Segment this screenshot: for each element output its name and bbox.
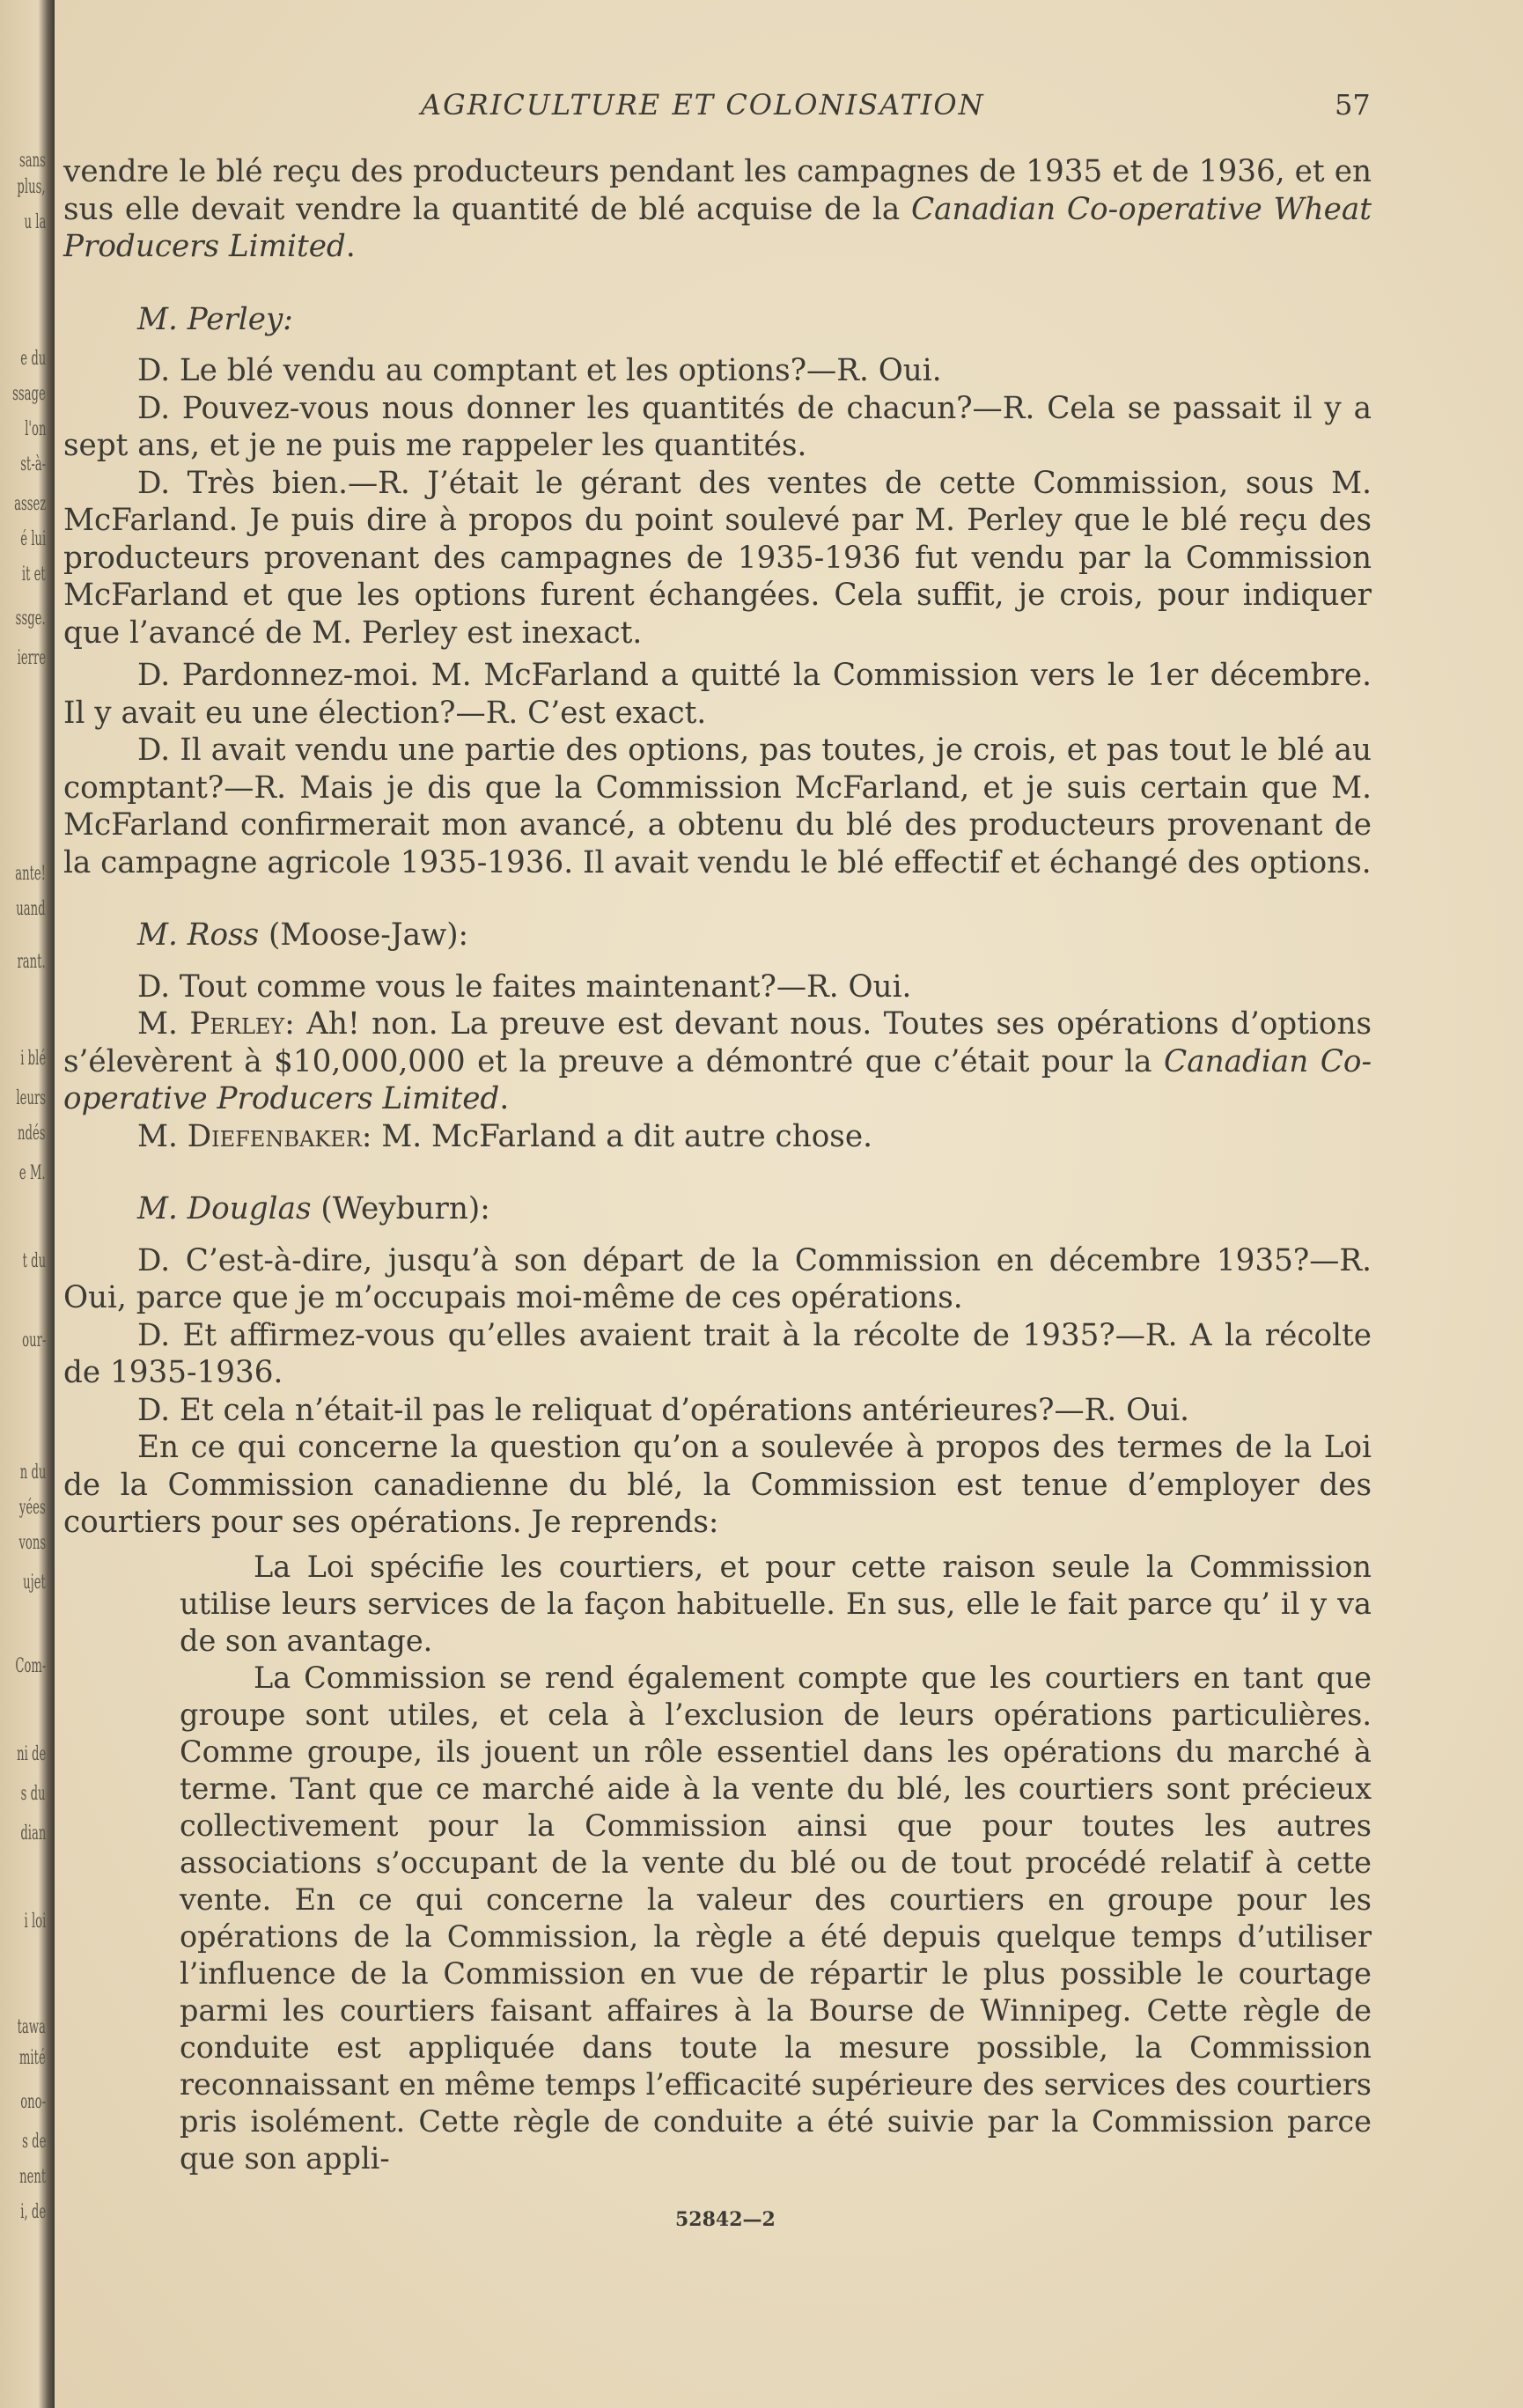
gutter-fragment: l'on: [24, 418, 46, 440]
gutter-fragment: tawa: [17, 2016, 46, 2038]
gutter-fragment: rant.: [17, 951, 46, 973]
gutter-fragment: nent: [18, 2166, 46, 2188]
gutter-fragment: Com-: [14, 1655, 46, 1677]
gutter-fragment: it et: [22, 563, 46, 585]
gutter-fragment: t du: [22, 1250, 46, 1272]
paragraph: D. Pardonnez-moi. M. McFarland a quitté la Commission vers le 1er décembre. Il y avait eu une élection?—R. C’est exact.: [63, 658, 1372, 731]
paragraph: D. Et cela n’était-il pas le reliquat d’opérations antérieures?—R. Oui.: [137, 1392, 1190, 1428]
paragraph: D. Le blé vendu au comptant et les options?—R. Oui.: [137, 353, 942, 388]
paragraph: D. Et affirmez-vous qu’elles avaient trait à la récolte de 1935?—R. A la récolte de 1935-1936.: [63, 1317, 1372, 1390]
body-text: [63, 153, 1372, 2177]
paragraph: D. Très bien.—R. J’était le gérant des ventes de cette Commission, sous M. McFarland. Je puis dire à propos du point soulevé par M. Perley que le blé reçu des producteurs provenant des campagnes de 1935-1936 fut vendu par la Commission McFarland et que les options furent échangées. Cela suffit, je crois, pour indiquer que l’avancé de M. Perley est inexact.: [63, 465, 1372, 651]
gutter-fragment: i loi: [24, 1911, 46, 1933]
gutter-fragment: ono-: [20, 2091, 46, 2113]
gutter-fragment: e du: [20, 348, 46, 370]
paragraph: vendre le blé reçu des producteurs pendant les campagnes de 1935 et de 1936, et en sus elle devait vendre la quantité de blé acquise de la Canadian Co-operative Wheat Producers Limited.: [63, 154, 1372, 264]
gutter-fragment: ssge.: [15, 608, 46, 630]
gutter-fragment: plus,: [17, 176, 46, 198]
gutter-fragment: é lui: [20, 528, 46, 550]
gutter-fragment: ni de: [16, 1743, 46, 1765]
gutter-fragment: our-: [21, 1329, 46, 1351]
gutter-fragment: s du: [21, 1783, 46, 1805]
gutter-fragment: uand: [16, 898, 46, 920]
gutter-fragment: vons: [18, 1532, 46, 1554]
quote-paragraph: La Loi spécifie les courtiers, et pour cette raison seule la Commission utilise leurs services de la façon habituelle. En sus, elle le fait parce qu’ il y va de son avantage.: [180, 1549, 1372, 1658]
adjacent-page-gutter: [0, 0, 55, 2408]
quote-paragraph: La Commission se rend également compte que les courtiers en tant que groupe sont utiles, et cela à l’exclusion de leurs opérations particulières. Comme groupe, ils jouent un rôle essentiel dans les opérations du marché à terme. Tant que ce marché aide à la vente du blé, les courtiers sont précieux collectivement pour la Commission ainsi que pour toutes les autres associations s’occupant de la vente du blé ou de tout procédé relatif à cette vente. En ce qui concerne la valeur des courtiers en groupe pour les opérations de la Commission, la règle a été depuis quelque temps d’utiliser l’influence de la Commission en vue de répartir le plus possible le courtage parmi les courtiers faisant affaires à la Bourse de Winnipeg. Cette règle de conduite est appliquée dans toute la mesure possible, la Commission reconnaissant en même temps l’efficacité supérieure des services des courtiers pris isolément. Cette règle de conduite a été suivie par la Commission parce que son appli-: [180, 1660, 1372, 2176]
gutter-fragment: assez: [13, 493, 46, 515]
gutter-fragment: ante!: [15, 863, 46, 885]
gutter-fragment: u la: [24, 211, 46, 233]
gutter-fragment: e M.: [19, 1162, 46, 1184]
paragraph: D. Il avait vendu une partie des options, pas toutes, je crois, et pas tout le blé au comptant?—R. Mais je dis que la Commission McFarland, et je suis certain que M. McFarland confirmerait mon avancé, a obtenu du blé des producteurs provenant de la campagne agricole 1935-1936. Il avait vendu le blé effectif et échangé des options.: [63, 733, 1372, 880]
speaker-heading: M. Douglas (Weyburn):: [137, 1191, 490, 1226]
gutter-fragment: s de: [21, 2131, 46, 2153]
gutter-fragment: i, de: [20, 2201, 46, 2223]
page-number: 57: [1335, 88, 1371, 122]
gutter-fragment: ujet: [23, 1572, 46, 1594]
paragraph: M. Diefenbaker: M. McFarland a dit autre chose.: [137, 1118, 872, 1154]
gutter-fragment: leurs: [16, 1087, 46, 1109]
gutter-fragment: sans: [19, 150, 46, 172]
gutter-fragment: i blé: [20, 1048, 46, 1070]
gutter-fragment: mité: [19, 2047, 46, 2069]
gutter-fragment: n du: [19, 1462, 46, 1484]
running-head: AGRICULTURE ET COLONISATION: [421, 88, 985, 122]
gutter-fragment: ndés: [18, 1123, 46, 1145]
gutter-fragment: ierre: [17, 647, 46, 669]
gutter-fragment: yées: [19, 1497, 46, 1519]
block-quote: [180, 1549, 1372, 2177]
speaker-heading: M. Ross (Moose-Jaw):: [137, 917, 469, 953]
paragraph: M. Perley: Ah! non. La preuve est devant nous. Toutes ses opérations d’options s’élevèrent à $10,000,000 et la preuve a démontré que c’était pour la Canadian Co-operative Producers Limited.: [63, 1006, 1372, 1116]
paragraph: D. Tout comme vous le faites maintenant?—R. Oui.: [137, 968, 912, 1005]
gutter-fragment: dian: [19, 1823, 46, 1845]
printer-signature: 52842—2: [675, 2208, 776, 2231]
speaker-heading: M. Perley:: [137, 301, 293, 337]
gutter-fragment: st-à-: [20, 453, 46, 475]
paragraph: D. C’est-à-dire, jusqu’à son départ de la Commission en décembre 1935?—R. Oui, parce que je m’occupais moi-même de ces opérations.: [63, 1242, 1372, 1315]
gutter-fragment: ssage: [12, 383, 46, 405]
paragraph: En ce qui concerne la question qu’on a soulevée à propos des termes de la Loi de la Commission canadienne du blé, la Commission est tenue d’employer des courtiers pour ses opérations. Je reprends:: [63, 1430, 1372, 1540]
paragraph: D. Pouvez-vous nous donner les quantités de chacun?—R. Cela se passait il y a sept ans, et je ne puis me rappeler les quantités.: [63, 390, 1372, 463]
